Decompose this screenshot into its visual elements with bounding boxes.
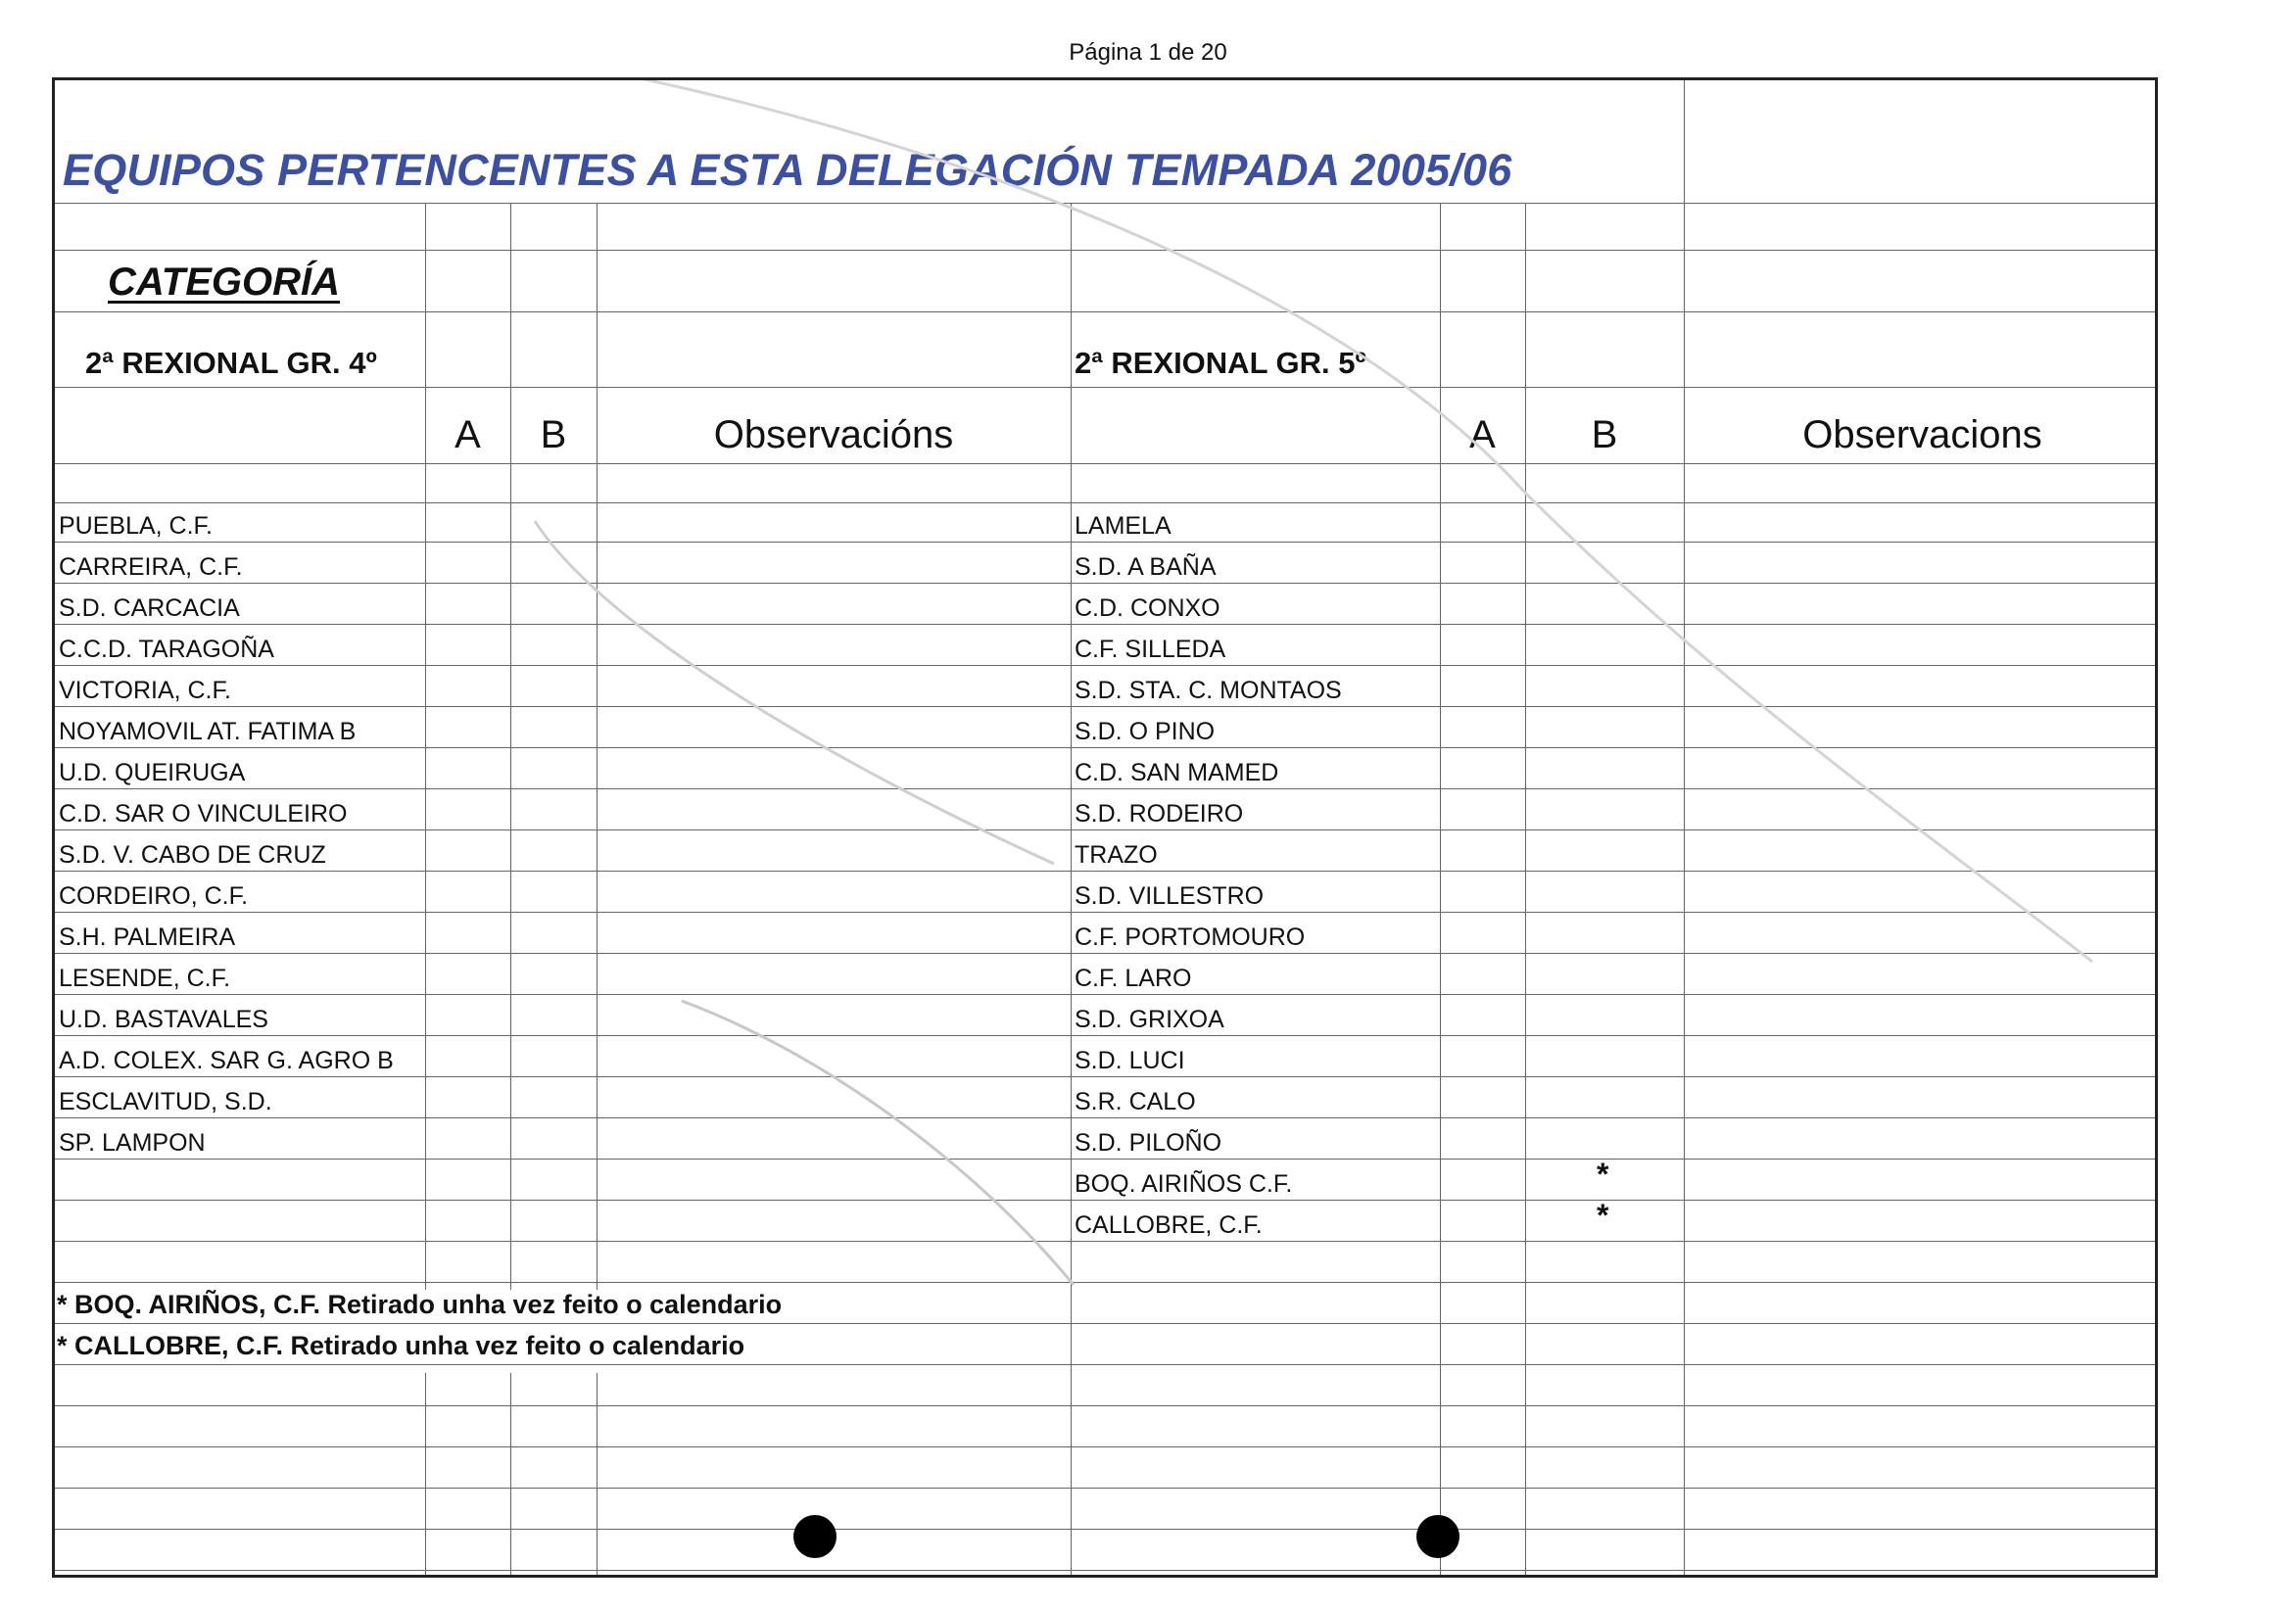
grid-row-line — [55, 1282, 2155, 1283]
grid-row-line — [55, 203, 2155, 204]
grid-col-line — [597, 203, 598, 1290]
right-team-name: S.D. A BAÑA — [1075, 553, 1217, 581]
right-team-name: S.D. O PINO — [1075, 718, 1216, 745]
grid-row-line — [55, 1076, 2155, 1077]
grid-row-line — [55, 1035, 2155, 1036]
grid-row-line — [55, 624, 2155, 625]
right-team-name: S.R. CALO — [1075, 1088, 1196, 1115]
right-col-b-header: B — [1591, 413, 1618, 456]
left-team-name: CARREIRA, C.F. — [59, 553, 243, 581]
grid-row-line — [55, 829, 2155, 830]
grid-row-line — [55, 747, 2155, 748]
left-team-name: ESCLAVITUD, S.D. — [59, 1088, 272, 1115]
right-team-name: S.D. GRIXOA — [1075, 1006, 1224, 1033]
right-team-name: C.F. PORTOMOURO — [1075, 923, 1306, 951]
left-team-name: VICTORIA, C.F. — [59, 677, 231, 704]
grid-row-line — [55, 871, 2155, 872]
grid-col-line — [1440, 203, 1441, 1578]
right-team-name: C.D. SAN MAMED — [1075, 759, 1279, 786]
grid-row-line — [55, 583, 2155, 584]
left-team-name: S.D. CARCACIA — [59, 594, 240, 622]
grid-row-line — [55, 788, 2155, 789]
grid-row-line — [55, 1529, 2155, 1530]
grid-row-line — [55, 1200, 2155, 1201]
left-team-name: U.D. QUEIRUGA — [59, 759, 246, 786]
grid-row-line — [55, 1570, 2155, 1571]
left-group-name: 2ª REXIONAL GR. 4º — [85, 346, 377, 380]
left-team-name: SP. LAMPON — [59, 1129, 206, 1157]
grid-row-line — [55, 1364, 2155, 1365]
right-team-name: S.D. LUCI — [1075, 1047, 1185, 1074]
withdrawn-asterisk: * — [1597, 1157, 1609, 1192]
grid-row-line — [55, 706, 2155, 707]
right-team-name: CALLOBRE, C.F. — [1075, 1211, 1263, 1239]
grid-col-line — [510, 203, 511, 1290]
punch-hole-left — [793, 1515, 837, 1558]
grid-row-line — [55, 387, 2155, 388]
left-team-name: S.D. V. CABO DE CRUZ — [59, 841, 326, 869]
document-title: EQUIPOS PERTENCENTES A ESTA DELEGACIÓN TEMPADA 2005/06 — [63, 145, 1512, 195]
grid-col-line — [425, 1373, 426, 1578]
right-group-name: 2ª REXIONAL GR. 5º — [1075, 346, 1366, 380]
grid-row-line — [55, 1488, 2155, 1489]
note-line-2: * CALLOBRE, C.F. Retirado unha vez feito o calendario — [57, 1331, 745, 1360]
grid-row-line — [55, 1159, 2155, 1160]
grid-row-line — [55, 1117, 2155, 1118]
grid-row-line — [55, 311, 2155, 312]
right-team-name: BOQ. AIRIÑOS C.F. — [1075, 1170, 1293, 1198]
left-col-a-header: A — [454, 413, 481, 456]
left-team-name: U.D. BASTAVALES — [59, 1006, 268, 1033]
punch-hole-right — [1416, 1515, 1459, 1558]
grid-row-line — [55, 1405, 2155, 1406]
page-number: Página 1 de 20 — [1069, 39, 1227, 66]
right-team-name: S.D. VILLESTRO — [1075, 882, 1265, 910]
grid-row-line — [55, 250, 2155, 251]
right-team-name: S.D. PILOÑO — [1075, 1129, 1222, 1157]
left-col-b-header: B — [540, 413, 567, 456]
grid-row-line — [55, 994, 2155, 995]
right-team-name: S.D. STA. C. MONTAOS — [1075, 677, 1342, 704]
right-team-name: LAMELA — [1075, 512, 1172, 540]
grid-row-line — [55, 542, 2155, 543]
left-team-name: C.C.D. TARAGOÑA — [59, 636, 274, 663]
right-team-name: TRAZO — [1075, 841, 1158, 869]
grid-col-line — [1525, 203, 1526, 1578]
left-team-name: LESENDE, C.F. — [59, 965, 231, 992]
category-heading: CATEGORÍA — [108, 260, 341, 304]
team-registry-sheet — [52, 77, 2158, 1578]
right-team-name: C.D. CONXO — [1075, 594, 1220, 622]
right-col-a-header: A — [1469, 413, 1496, 456]
right-team-name: C.F. SILLEDA — [1075, 636, 1226, 663]
right-team-name: S.D. RODEIRO — [1075, 800, 1244, 828]
grid-row-line — [55, 1323, 2155, 1324]
grid-col-line — [510, 1373, 511, 1578]
left-col-obs-header: Observacións — [713, 413, 954, 456]
right-col-obs-header: Observacions — [1802, 413, 2042, 456]
left-team-name: NOYAMOVIL AT. FATIMA B — [59, 718, 357, 745]
grid-row-line — [55, 1241, 2155, 1242]
grid-col-line — [1071, 203, 1072, 1578]
grid-row-line — [55, 463, 2155, 464]
left-team-name: S.H. PALMEIRA — [59, 923, 236, 951]
grid-row-line — [55, 665, 2155, 666]
grid-col-line — [597, 1373, 598, 1578]
note-line-1: * BOQ. AIRIÑOS, C.F. Retirado unha vez feito o calendario — [57, 1290, 783, 1319]
right-team-name: C.F. LARO — [1075, 965, 1192, 992]
left-team-name: PUEBLA, C.F. — [59, 512, 213, 540]
grid-row-line — [55, 1446, 2155, 1447]
grid-col-line — [1684, 80, 1685, 1578]
grid-row-line — [55, 912, 2155, 913]
grid-row-line — [55, 953, 2155, 954]
left-team-name: C.D. SAR O VINCULEIRO — [59, 800, 348, 828]
grid-col-line — [425, 203, 426, 1290]
left-team-name: A.D. COLEX. SAR G. AGRO B — [59, 1047, 394, 1074]
left-team-name: CORDEIRO, C.F. — [59, 882, 249, 910]
withdrawn-asterisk: * — [1597, 1198, 1609, 1233]
grid-row-line — [55, 502, 2155, 503]
